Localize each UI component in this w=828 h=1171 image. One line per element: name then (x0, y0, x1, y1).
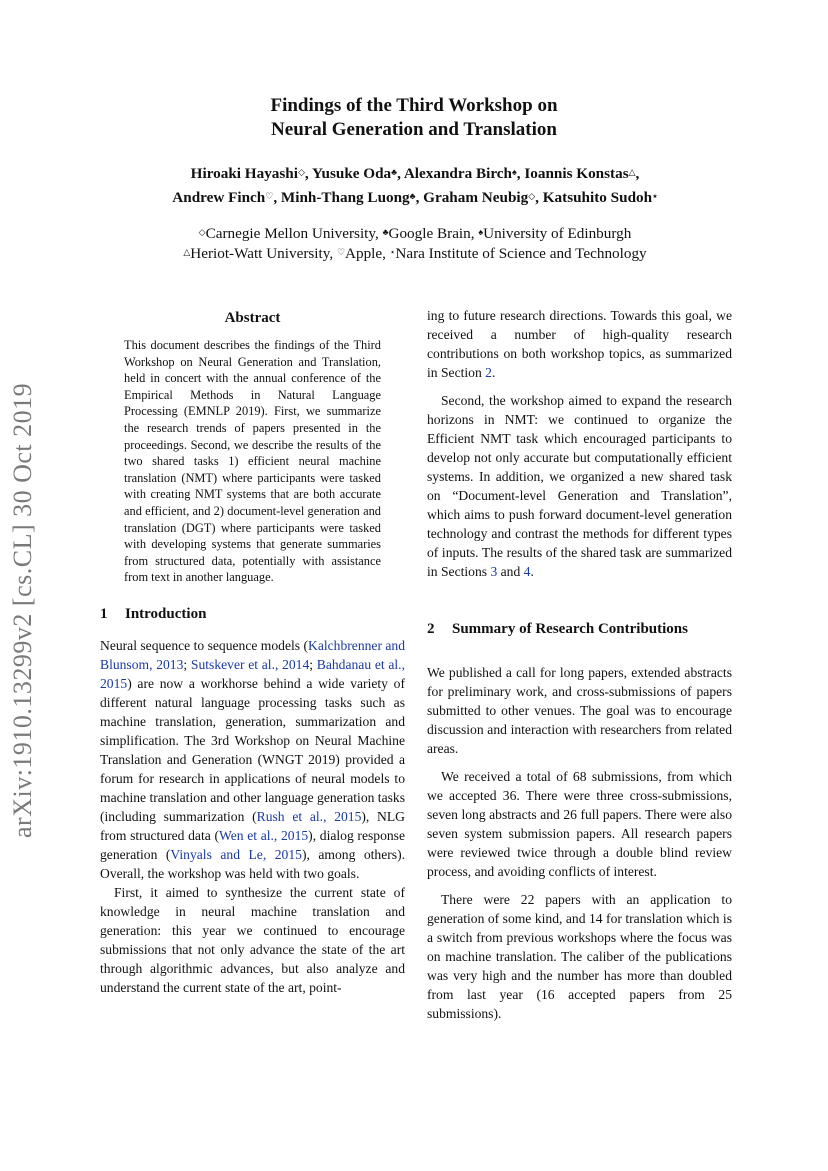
intro-paragraph-2: First, it aimed to synthesize the current state of knowledge in neural machine translation and generation: this year we continued to encourage submissions that not only advance the state of the art through algorithmic advances, but also analyze and understand the current state of the art, point- (100, 884, 405, 995)
affiliation-mark: ⋆ (389, 247, 396, 257)
summary-paragraph-2: We received a total of 68 submissions, from which we accepted 36. There were three cross-submissions, seven long abstracts and 26 full papers. There were also seven system submission papers. All research papers were reviewed twice through a double blind review process, and avoiding conflicts of interest. (427, 769, 732, 879)
affiliation: ♣Google Brain, (382, 225, 479, 242)
affiliation-mark: ◇ (297, 167, 305, 177)
goals-paragraph-2: Second, the workshop aimed to expand the research horizons in NMT: we continued to organize the Efficient NMT task which encouraged participants to develop not only accurate but computationally efficient systems. In addition, we organized a new shared task on “Document-level Generation and Translation”, which aims to push forward document-level generation technology and contrast the methods for different types of inputs. The results of the shared task are summarized in Sections 3 and 4. (427, 393, 732, 579)
left-column (100, 306, 405, 997)
section-heading-introduction (100, 604, 405, 624)
section-number: 1 (100, 605, 108, 622)
author: Andrew Finch♡, (172, 189, 281, 206)
citation-link[interactable]: Sutskever et al., 2014 (190, 656, 310, 672)
affiliation-mark: △ (628, 167, 636, 177)
affiliation: △Heriot-Watt University, (183, 245, 337, 262)
arxiv-identifier: arXiv:1910.13299v2 [cs.CL] 30 Oct 2019 (8, 382, 37, 838)
affiliation-mark: ♠ (478, 227, 484, 237)
summary-paragraph-1: We published a call for long papers, extended abstracts for preliminary work, and cross-submissions of papers submitted to other venues. The goal was to encourage discussion and interaction with researchers from related areas. (427, 665, 732, 756)
citation-link[interactable]: Kalchbrenner and Blunsom, 2013 (100, 637, 405, 672)
affiliation: ⋆Nara Institute of Science and Technology (389, 245, 647, 262)
author: Katsuhito Sudoh⋆ (542, 189, 658, 206)
citation-link[interactable]: Vinyals and Le, 2015 (170, 846, 302, 862)
paper-title (114, 94, 714, 142)
author: Hiroaki Hayashi◇, (190, 165, 312, 182)
citation-link[interactable]: Rush et al., 2015 (256, 808, 362, 824)
section-heading-summary (427, 619, 732, 639)
section-number: 2 (427, 621, 435, 637)
affiliation-mark: ♡ (265, 191, 274, 201)
affiliation-mark: ⋆ (652, 191, 658, 201)
intro-paragraph-1: Neural sequence to sequence models (Kalchbrenner and Blunsom, 2013; Sutskever et al., 2014; Bahdanau et al., 2015) are now a workhorse behind a wide variety of different natural language processing tasks such as machine translation, generation, summarization and simplification. The 3rd Workshop on Neural Machine Translation and Generation (WNGT 2019) provided a forum for research in applications of neural models to machine translation and other language generation tasks (including summarization (Rush et al., 2015), NLG from structured data (Wen et al., 2015), dialog response generation (Vinyals and Le, 2015), among others). Overall, the workshop was held with two goals. (100, 637, 406, 881)
affiliation-line-2 (100, 244, 730, 264)
section-reference-link[interactable]: 4 (523, 564, 531, 579)
affiliation: ♡Apple, (336, 245, 390, 262)
title-line-2: Neural Generation and Translation (271, 119, 557, 140)
right-column (427, 306, 732, 1023)
affiliation-mark: ♡ (336, 247, 346, 257)
citation-link[interactable]: Bahdanau et al., 2015 (100, 656, 405, 691)
section-reference-link[interactable]: 2 (485, 365, 492, 380)
author-line-2 (100, 186, 730, 210)
affiliation-mark: ◇ (528, 191, 536, 201)
section-title: Summary of Research Contributions (452, 621, 688, 637)
summary-paragraph-3: There were 22 papers with an application to generation of some kind, and 14 for translation which is a switch from previous workshops where the focus was on machine translation. The caliber of the publications was very high and the number has more than doubled from last year (16 accepted papers from 25 submissions). (427, 892, 732, 1021)
affiliation: ♠University of Edinburgh (478, 225, 632, 242)
affiliation-mark: ◇ (198, 227, 206, 237)
author: Minh-Thang Luong♣, (280, 189, 424, 206)
affiliation-list (100, 224, 730, 264)
abstract-text: This document describes the findings of the Third Workshop on Neural Generation and Translation, held in concert with the annual conference of the Empirical Methods in Natural Language Processing (EMNLP 2019). First, we summarize the research trends of papers presented in the proceedings. Second, we describe the results of the two shared tasks 1) efficient neural machine translation (NMT) where participants were tasked with creating NMT systems that are both accurate and efficient, and 2) document-level generation and translation (DGT) where participants were tasked with developing systems that generate summaries from structured data, potentially with assistance from text in another language. (124, 338, 381, 585)
title-line-1: Findings of the Third Workshop on (270, 95, 558, 116)
citation-link[interactable]: Wen et al., 2015 (218, 827, 309, 843)
affiliation-mark: △ (183, 247, 191, 257)
paragraph-continuation: ing to future research directions. Towards this goal, we received a number of high-quality research contributions on both workshop topics, as summarized in Section 2. (427, 308, 732, 380)
author: Alexandra Birch♠, (403, 165, 525, 182)
author: Yusuke Oda♣, (311, 165, 404, 182)
abstract-heading: Abstract (224, 310, 281, 326)
affiliation-mark: ♠ (511, 167, 517, 177)
affiliation: ◇Carnegie Mellon University, (198, 225, 383, 242)
author-list (100, 162, 730, 210)
section-reference-link[interactable]: 3 (490, 564, 498, 579)
affiliation-mark: ♣ (391, 167, 398, 177)
affiliation-mark: ♣ (409, 191, 416, 201)
author-line-1 (100, 162, 730, 186)
author: Ioannis Konstas△, (524, 165, 640, 182)
affiliation-line-1 (100, 224, 730, 244)
affiliation-mark: ♣ (382, 227, 389, 237)
section-title: Introduction (125, 605, 207, 622)
author: Graham Neubig◇, (423, 189, 543, 206)
